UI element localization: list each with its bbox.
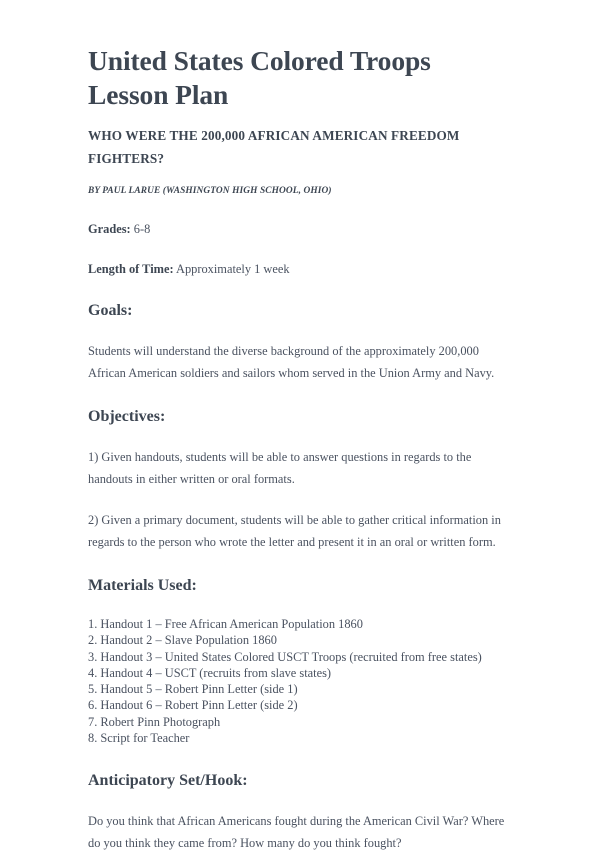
- length-of-time-value: Approximately 1 week: [173, 262, 290, 276]
- document-subtitle: WHO WERE THE 200,000 AFRICAN AMERICAN FREEDOM FIGHTERS?: [88, 128, 460, 166]
- anticipatory-set-paragraph: Do you think that African Americans fought during the American Civil War? Where do you think they came from? How many do you think fought?: [88, 814, 505, 850]
- list-item: 8. Script for Teacher: [88, 731, 190, 746]
- section-heading-materials: Materials Used:: [88, 577, 197, 594]
- page-title: United States Colored Troops Lesson Plan: [88, 45, 431, 110]
- list-item: 3. Handout 3 – United States Colored USCT Troops (recruited from free states): [88, 649, 482, 664]
- list-item: 4. Handout 4 – USCT (recruits from slave states): [88, 665, 332, 680]
- list-item: 2. Handout 2 – Slave Population 1860: [88, 633, 277, 648]
- section-heading-goals: Goals:: [88, 302, 133, 319]
- section-heading-objectives: Objectives:: [88, 408, 166, 425]
- objective-item-1: 1) Given handouts, students will be able to answer questions in regards to the handouts in either written or oral formats.: [88, 450, 472, 486]
- grades-label: Grades:: [88, 222, 131, 236]
- materials-list: [88, 616, 513, 746]
- objective-item-2: 2) Given a primary document, students will be able to gather critical information in regards to the person who wrote the letter and present it in an oral or written form.: [88, 513, 501, 549]
- list-item: 7. Robert Pinn Photograph: [88, 714, 221, 729]
- grades-value: 6-8: [130, 222, 151, 236]
- list-item: 1. Handout 1 – Free African American Population 1860: [88, 617, 363, 631]
- length-of-time-line: [88, 260, 513, 279]
- author-byline: BY PAUL LARUE (WASHINGTON HIGH SCHOOL, OHIO): [88, 186, 332, 196]
- grades-line: [88, 220, 513, 239]
- list-item: 6. Handout 6 – Robert Pinn Letter (side 2): [88, 698, 298, 713]
- section-heading-anticipatory-set: Anticipatory Set/Hook:: [88, 772, 248, 790]
- list-item: 5. Handout 5 – Robert Pinn Letter (side 1): [88, 682, 298, 697]
- goals-paragraph: Students will understand the diverse background of the approximately 200,000 African American soldiers and sailors whom served in the Union Army and Navy.: [88, 344, 495, 380]
- length-of-time-label: Length of Time:: [88, 262, 174, 276]
